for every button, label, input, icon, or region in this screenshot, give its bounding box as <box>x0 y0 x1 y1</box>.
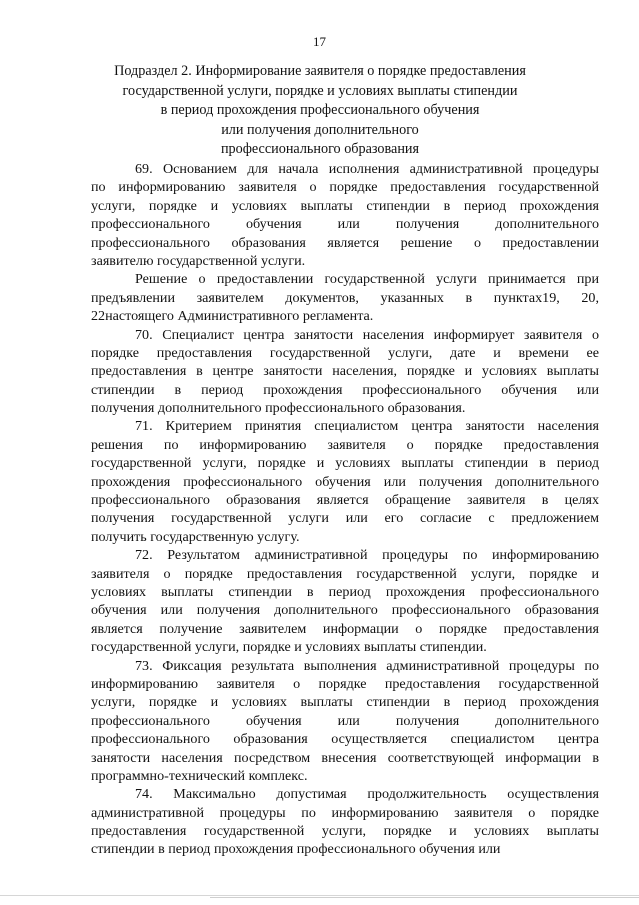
paragraph <box>91 326 599 418</box>
paragraph-line: по информированию заявителя о порядке предоставления государственной <box>91 179 599 196</box>
paragraph-line: профессионального обучения или получения дополнительного <box>91 712 599 729</box>
paragraph-line: 74. Максимально допустимая продолжительность осуществления <box>135 786 599 803</box>
paragraph-line: прохождения профессионального обучения или получения дополнительного <box>91 473 599 490</box>
paragraph-line: заявителя о порядке предоставления государственной услуги, порядке и <box>91 565 599 582</box>
heading-line: профессионального образования <box>220 141 420 157</box>
paragraph-line: административной процедуры по информированию заявителя о порядке <box>91 804 599 821</box>
paragraph-line: получить государственную услугу. <box>91 528 300 545</box>
paragraph-line: 69. Основанием для начала исполнения административной процедуры <box>135 161 599 177</box>
paragraph-line: занятости населения посредством внесения соответствующей информации в <box>91 749 599 766</box>
paragraph <box>91 160 599 270</box>
paragraph-line: заявителю государственной услуги. <box>91 252 306 269</box>
paragraph-line: предоставления государственной услуги, порядке и условиях выплаты <box>91 823 599 840</box>
paragraph-line: 70. Специалист центра занятости населения информирует заявителя о <box>135 326 599 343</box>
paragraph <box>91 657 599 786</box>
page-number: 17 <box>313 34 326 49</box>
paragraph <box>91 270 599 325</box>
paragraph <box>91 417 599 546</box>
paragraph-line: получения дополнительного профессионального образования. <box>91 400 466 417</box>
paragraph-line: стипендии в период прохождения профессионального обучения или <box>91 841 501 858</box>
paragraph-line: услуги, порядке и условиях выплаты стипендии в период прохождения <box>91 694 599 711</box>
paragraph-line: обучения или получения дополнительного профессионального образования <box>91 602 599 619</box>
paragraph-line: 71. Критерием принятия специалистом центра занятости населения <box>135 418 599 435</box>
paragraph-line: условиях выплаты стипендии в период прохождения профессионального <box>91 583 599 600</box>
paragraph-line: является получение заявителем информации о порядке предоставления <box>91 620 599 637</box>
paragraph-line: 72. Результатом административной процедуры по информированию <box>135 547 599 564</box>
paragraph-line: стипендии в период прохождения профессионального обучения или <box>91 381 599 398</box>
heading-line: государственной услуги, порядке и условиях выплаты стипендии <box>122 82 518 99</box>
paragraph <box>91 785 599 859</box>
paragraph-line: предъявлении заявителем документов, указанных в пунктах19, 20, <box>91 289 599 306</box>
paragraph-line: профессионального обучения или получения дополнительного <box>91 216 599 233</box>
paragraph-line: информированию заявителя о порядке предоставления государственной <box>91 675 599 692</box>
paragraph-line: Решение о предоставлении государственной услуги принимается при <box>135 271 599 288</box>
paragraph-line: решения по информированию заявителя о порядке предоставления <box>91 436 599 453</box>
paragraph-line: предоставления в центре занятости населения, порядке и условиях выплаты <box>91 363 599 380</box>
paragraph-line: 73. Фиксация результата выполнения административной процедуры по <box>135 657 599 674</box>
paragraph-line: профессионального образования является решение о предоставлении <box>91 234 599 251</box>
document-body <box>91 160 599 859</box>
paragraph-line: государственной услуги, порядке и условиях выплаты стипендии в период <box>91 455 599 472</box>
paragraph-line: порядке предоставления государственной услуги, дате и времени ее <box>91 344 599 361</box>
paragraph-line: 22настоящего Административного регламента. <box>91 308 374 325</box>
page-edge-rule <box>210 897 639 898</box>
heading-line: Подраздел 2. Информирование заявителя о порядке предоставления <box>114 63 526 79</box>
paragraph-line: услуги, порядке и условиях выплаты стипендии в период прохождения <box>91 197 599 214</box>
page-edge-rule <box>0 895 639 896</box>
paragraph-line: получения государственной услуги или его согласие с предложением <box>91 510 599 527</box>
paragraph-line: профессионального образования является обращение заявителя в целях <box>91 492 599 509</box>
subsection-heading <box>80 62 560 160</box>
heading-line: или получения дополнительного <box>221 121 419 138</box>
heading-line: в период прохождения профессионального обучения <box>160 102 480 118</box>
paragraph-line: профессионального образования осуществляется специалистом центра <box>91 731 599 748</box>
paragraph <box>91 546 599 656</box>
paragraph-line: программно-технический комплекс. <box>91 767 308 784</box>
paragraph-line: государственной услуги, порядке и условиях выплаты стипендии. <box>91 639 487 656</box>
